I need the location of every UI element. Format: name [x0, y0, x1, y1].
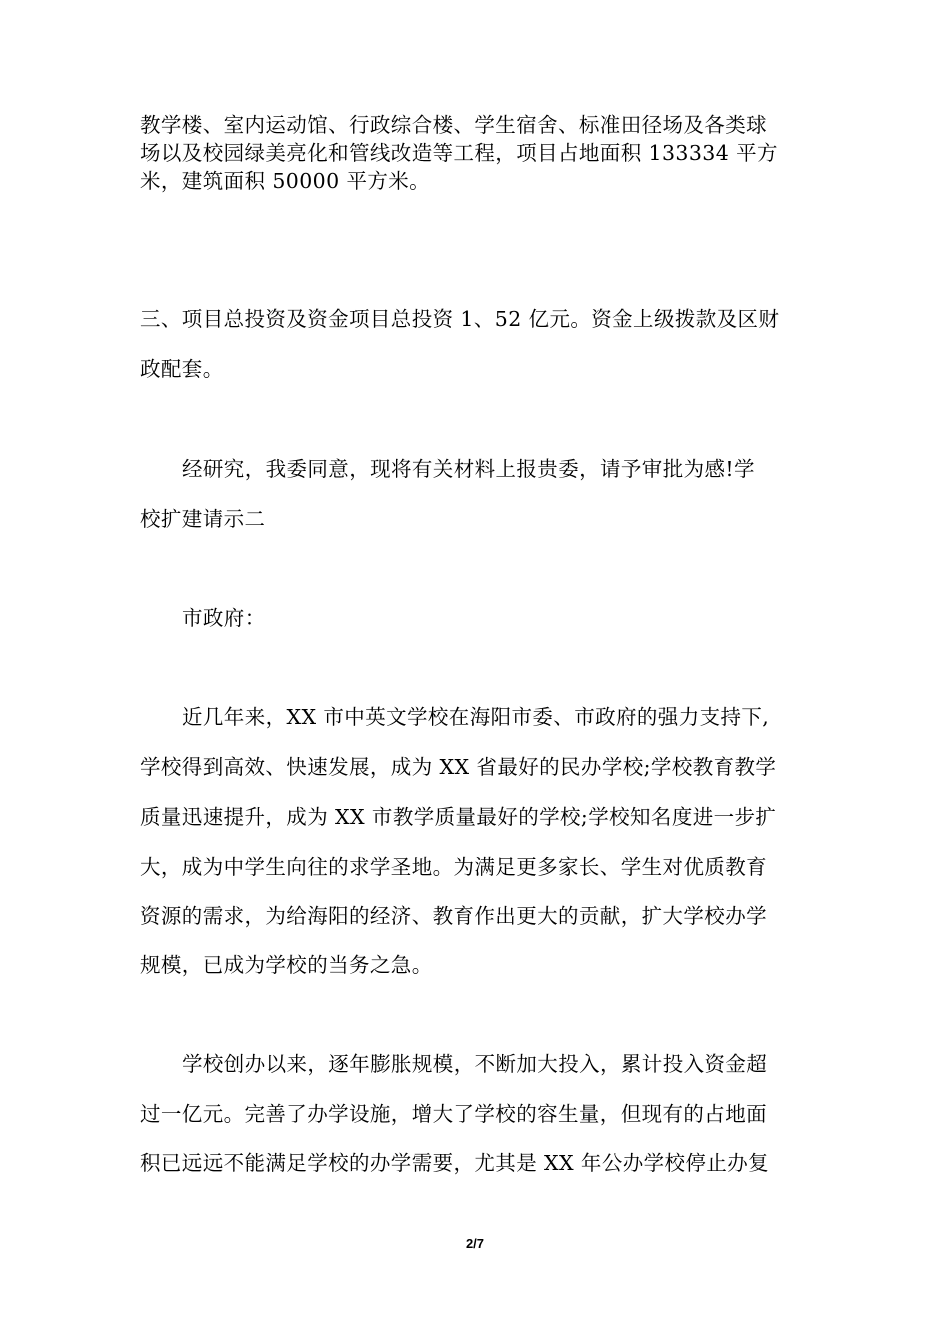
paragraph-5-line-6: 规模，已成为学校的当务之急。 — [140, 953, 433, 977]
paragraph-1-line-3: 米，建筑面积 50000 平方米。 — [140, 169, 431, 193]
paragraph-2-line-1: 三、项目总投资及资金项目总投资 1、52 亿元。资金上级拨款及区财 — [140, 307, 780, 331]
paragraph-6-line-3: 积已远远不能满足学校的办学需要，尤其是 XX 年公办学校停止办复 — [140, 1151, 770, 1175]
paragraph-5-line-5: 资源的需求，为给海阳的经济、教育作出更大的贡献，扩大学校办学 — [140, 904, 767, 928]
paragraph-6-line-1: 学校创办以来，逐年膨胀规模，不断加大投入，累计投入资金超 — [182, 1052, 768, 1076]
paragraph-5-line-1: 近几年来，XX 市中英文学校在海阳市委、市政府的强力支持下, — [182, 705, 770, 729]
paragraph-6-line-2: 过一亿元。完善了办学设施，增大了学校的容生量，但现有的占地面 — [140, 1102, 767, 1126]
paragraph-5-line-2: 学校得到高效、快速发展，成为 XX 省最好的民办学校;学校教育教学 — [140, 755, 777, 779]
page-number: 2/7 — [465, 1236, 485, 1251]
paragraph-1-line-1: 教学楼、室内运动馆、行政综合楼、学生宿舍、标准田径场及各类球 — [140, 113, 767, 137]
paragraph-5-line-3: 质量迅速提升，成为 XX 市教学质量最好的学校;学校知名度进一步扩 — [140, 805, 777, 829]
paragraph-4-line-1: 市政府： — [182, 606, 266, 630]
paragraph-3-line-2: 校扩建请示二 — [140, 507, 266, 531]
paragraph-3-line-1: 经研究，我委同意，现将有关材料上报贵委，请予审批为感!学 — [182, 457, 755, 481]
paragraph-5-line-4: 大，成为中学生向往的求学圣地。为满足更多家长、学生对优质教育 — [140, 855, 767, 879]
paragraph-1-line-2: 场以及校园绿美亮化和管线改造等工程，项目占地面积 133334 平方 — [140, 141, 778, 165]
paragraph-2-line-2: 政配套。 — [140, 357, 224, 381]
